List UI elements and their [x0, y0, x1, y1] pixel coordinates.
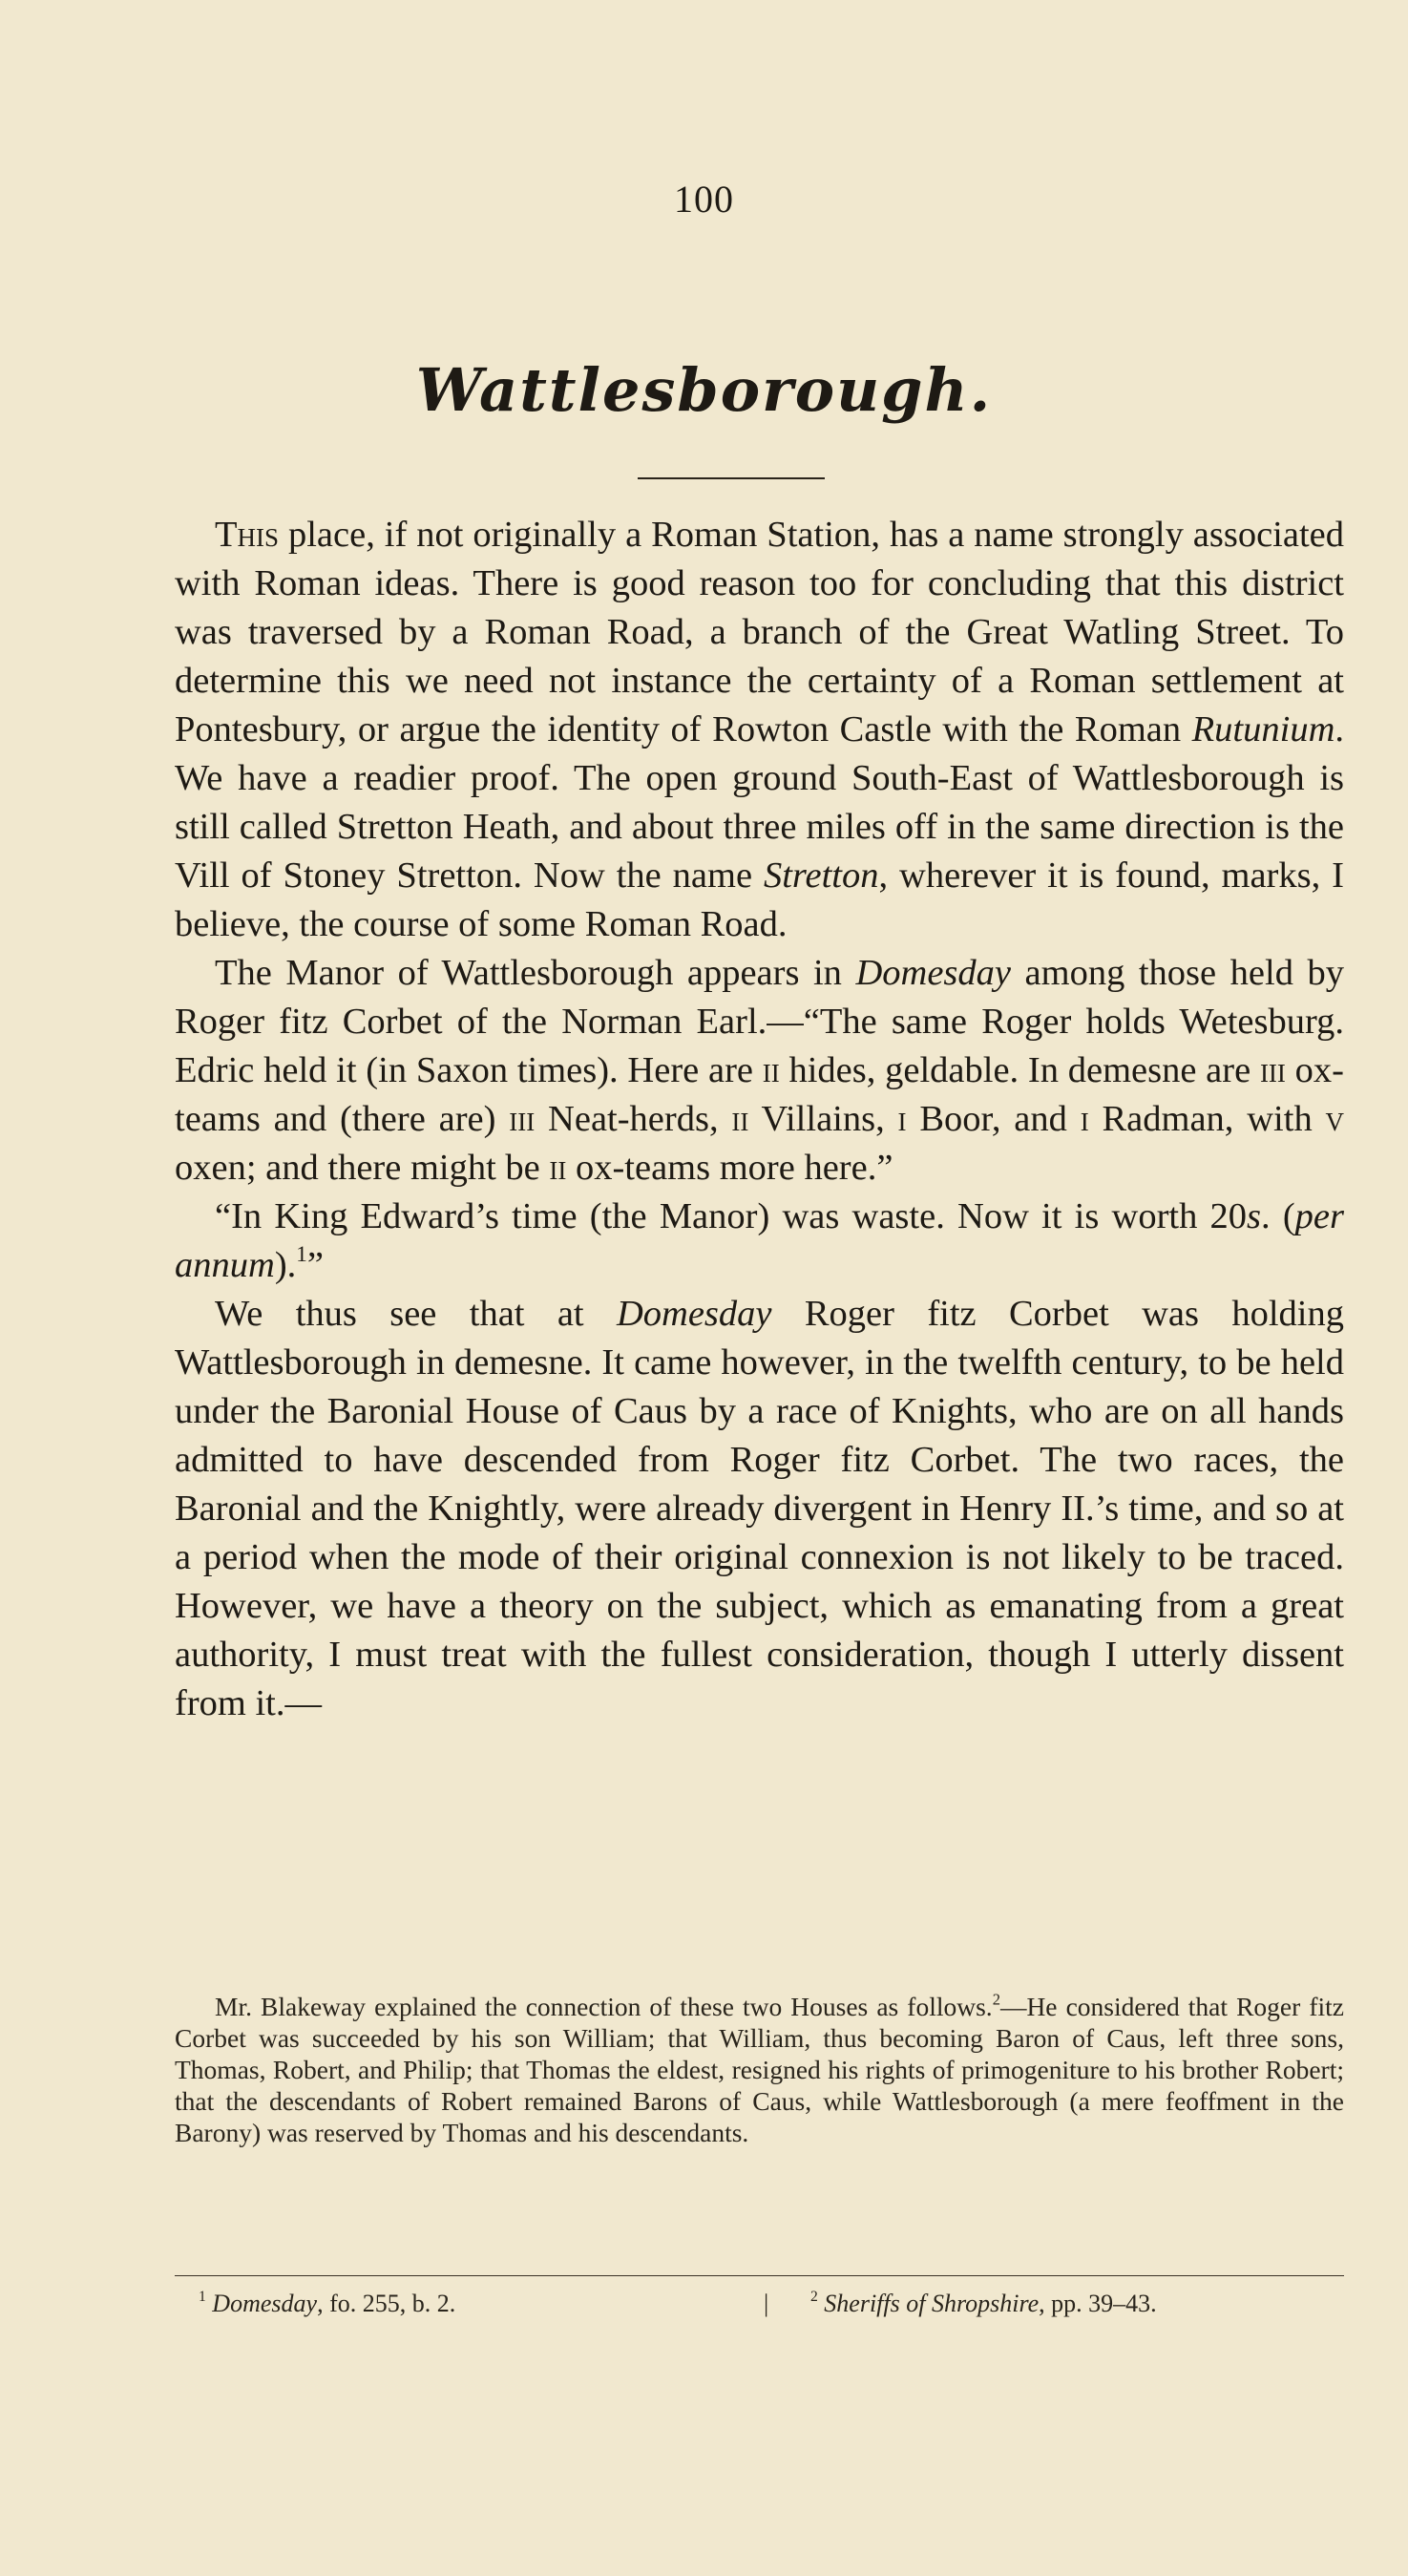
footnote-2: [810, 2290, 1157, 2318]
paragraph-text: We thus see that at: [215, 1294, 617, 1334]
paragraph-text: Radman, with: [1088, 1099, 1326, 1139]
note-text: —He considered that Roger fitz Corbet was succeeded by his son William; that William, thus becoming Baron of Caus, left three sons, Thomas, Robert, and Philip; that Thomas the eldest, resigned his rights of primogeniture to his brother Robert; that the descendants of Robert remained Barons of Caus, while Wattlesborough (a mere feoffment in the Barony) was reserved by Thomas and his descendants.: [175, 1992, 1344, 2147]
paragraph-text: . We have a readier proof. The open ground South-East of Wattlesborough is still called Stretton Heath, and about three miles off in the same direction is the Vill of Stoney Stretton. Now the name: [175, 709, 1344, 896]
paragraph-text: , wherever it is found, marks, I believe, the course of some Roman Road.: [175, 855, 1344, 944]
paragraph-lead: This: [215, 515, 280, 555]
roman-numeral: ii: [549, 1148, 567, 1188]
italic-term: s: [1247, 1196, 1262, 1236]
roman-numeral: ii: [731, 1099, 749, 1139]
paragraph-text: oxen; and there might be: [175, 1148, 550, 1188]
paragraph-text: Villains,: [748, 1099, 898, 1139]
paragraph-text: The Manor of Wattlesborough appears in: [215, 953, 856, 993]
footnote-source: Domesday: [212, 2290, 318, 2317]
paragraph-text: Boor, and: [906, 1099, 1081, 1139]
main-text: [175, 511, 1344, 1728]
title-rule: [638, 477, 825, 479]
paragraph-text: among those held by Roger fitz Corbet of the Norman Earl.—“The same Roger holds Wetesburg. Edric held it (in Saxon times). Here are: [175, 953, 1344, 1090]
footnote-ref: 2: [992, 1990, 1000, 2009]
italic-term: Stretton: [763, 855, 879, 896]
footnote-marker: 1: [199, 2289, 206, 2306]
italic-term: per annum: [175, 1196, 1344, 1285]
footnote-1: [199, 2290, 455, 2318]
paragraph-1: [175, 511, 1344, 949]
quoted-note: [175, 1991, 1344, 2148]
paragraph-4: [175, 1290, 1344, 1728]
note-text: Mr. Blakeway explained the connection of these two Houses as follows.: [215, 1992, 993, 2021]
paragraph-text: ).: [274, 1245, 297, 1285]
paragraph-text: “In King Edward’s time (the Manor) was waste. Now it is worth 20: [215, 1196, 1248, 1236]
roman-numeral: iii: [1259, 1050, 1286, 1090]
paragraph-3: [175, 1193, 1344, 1290]
paragraph-text: ”: [306, 1245, 324, 1285]
paragraph-text: Roger fitz Corbet was holding Wattlesborough in demesne. It came however, in the twelfth century, to be held under the Baronial House of Caus by a race of Knights, who are on all hands admitted to have descended from Roger fitz Corbet. The two races, the Baronial and the Knightly, were already divergent in Henry II.’s time, and so at a period when the mode of their original connexion is not likely to be traced. However, we have a theory on the subject, which as emanating from a great authority, I must treat with the fullest consideration, though I utterly dissent from it.—: [175, 1294, 1344, 1723]
paragraph-text: hides, geldable. In demesne are: [779, 1050, 1260, 1090]
roman-numeral: ii: [762, 1050, 780, 1090]
footnote-ref: 1: [296, 1240, 307, 1266]
roman-numeral: i: [1080, 1099, 1089, 1139]
footnote-text: , fo. 255, b. 2.: [317, 2290, 456, 2317]
paragraph-text: ox-teams more here.”: [566, 1148, 893, 1188]
italic-term: Domesday: [616, 1294, 772, 1334]
roman-numeral: i: [897, 1099, 907, 1139]
paragraph-text: . (: [1261, 1196, 1295, 1236]
paragraph-text: place, if not originally a Roman Station, has a name strongly associated with Roman ideas. There is good reason too for concluding that this district was traversed by a Roman Road, a branch of the Great Watling Street. To determine this we need not instance the certainty of a Roman settlement at Pontesbury, or argue the identity of Rowton Castle with the Roman: [175, 515, 1344, 750]
footnote-text: , pp. 39–43.: [1039, 2290, 1157, 2317]
footnote-separator: |: [764, 2290, 769, 2317]
italic-term: Domesday: [855, 953, 1011, 993]
roman-numeral: iii: [509, 1099, 536, 1139]
paragraph-text: Neat-herds,: [535, 1099, 732, 1139]
chapter-title: Wattlesborough.: [415, 355, 993, 425]
footnote-rule: [175, 2275, 1344, 2276]
paragraph-2: [175, 949, 1344, 1193]
page-number: 100: [674, 178, 734, 221]
quoted-note-paragraph: [175, 1991, 1344, 2148]
footnote-source: Sheriffs of Shropshire: [824, 2290, 1040, 2317]
italic-term: Rutunium: [1191, 709, 1335, 750]
roman-numeral: v: [1325, 1099, 1345, 1139]
paragraph-text: ox-teams and (there are): [175, 1050, 1344, 1139]
footnote-marker: 2: [810, 2289, 818, 2306]
